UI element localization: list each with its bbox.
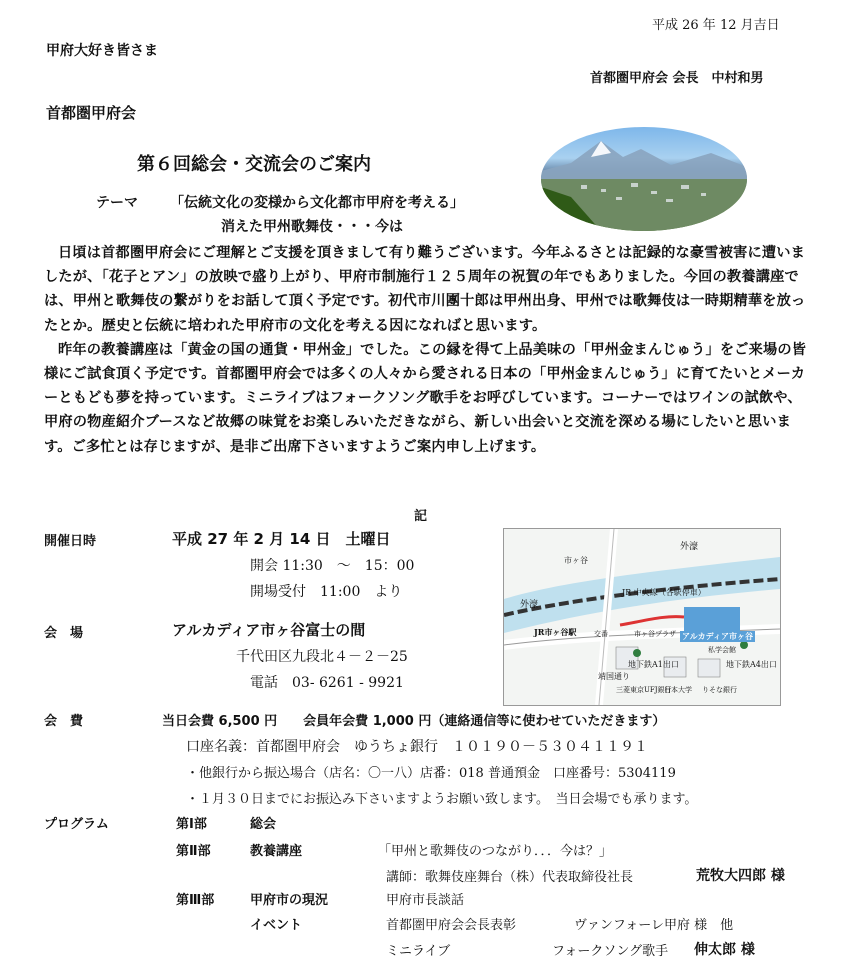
other-bank-info: ・他銀行から振込場合（店名：〇一八）店番：018 普通預金 口座番号：5304119 <box>186 766 676 781</box>
greeting-body <box>44 241 814 459</box>
part3-number: 第Ⅲ部 <box>176 893 215 908</box>
singer-name: 伸太郎 様 <box>694 942 755 958</box>
map-label-bank-1: 三菱東京UFJ銀行 <box>616 686 672 694</box>
theme-subtitle: 消えた甲州歌舞伎・・・今は <box>221 219 403 235</box>
event-label: イベント <box>250 918 303 933</box>
map-label-ichigaya: 市ヶ谷 <box>564 556 588 565</box>
fee-label: 会 費 <box>44 714 84 729</box>
theme-label: テーマ <box>96 195 138 211</box>
program-label: プログラム <box>44 817 109 832</box>
speaker-title: 講師：歌舞伎座舞台（株）代表取締役社長 <box>386 870 634 885</box>
map-label-arcadia: アルカディア市ヶ谷 <box>682 631 754 641</box>
theme-text: 「伝統文化の変様から文化都市甲府を考える」 <box>170 195 464 211</box>
map-label-outer-moat-2: 外濠 <box>520 600 539 610</box>
addressee: 甲府大好き皆さま <box>46 43 158 59</box>
page-title: 第６回総会・交流会のご案内 <box>137 154 371 175</box>
payment-deadline: ・１月３０日までにお振込み下さいますようお願い致します。 当日会場でも承ります。 <box>186 792 698 807</box>
venue-address: 千代田区九段北４－２－25 <box>236 649 408 665</box>
venue-map <box>503 528 781 706</box>
fee-line: 当日会費 6,500 円 会員年会費 1,000 円（連絡通信等に使わせていただきます） <box>162 714 666 729</box>
map-label-kouban: 交番 <box>594 630 608 638</box>
map-label-bank-3: りそな銀行 <box>702 686 737 694</box>
document-date: 平成 26 年 12 月吉日 <box>652 18 780 33</box>
date-label: 開催日時 <box>44 534 97 549</box>
body-paragraph-2: 昨年の教養講座は「黄金の国の通貨・甲州金」でした。この縁を得て上品美味の「甲州金まんじゅう」をご来場の皆様にご試食頂く予定です。首都圏甲府会では多くの人々から愛される日本の「甲州金まんじゅう」に育てたいとメーカーともども夢を持っています。ミニライブはフォークソング歌手をお呼びしています。コーナーではワインの試飲や、甲府の物産紹介ブースなど故郷の味覚をお楽しみいただきながら、新しい出会いと交流を深める場にしたいと思います。ご多忙とは存じますが、是非ご出席下さいますようご案内申し上げます。 <box>44 341 807 455</box>
walking-route <box>620 617 684 625</box>
sender: 首都圏甲府会 会長 中村和男 <box>590 71 764 86</box>
award-recipient: ヴァンフォーレ甲府 様 他 <box>574 918 734 933</box>
map-label-plaza: 市ヶ谷プラザ <box>634 630 676 638</box>
body-paragraph-1: 日頃は首都圏甲府会にご理解とご支援を頂きまして有り難うございます。今年ふるさとは記録的な豪雪被害に遭いましたが、「花子とアン」の放映で盛り上がり、甲府市制施行１２５周年の祝賀の年でもありました。今回の教養講座では、甲州と歌舞伎の繋がりをお話して頂く予定です。初代市川團十郎は甲州出身、甲州では歌舞伎は一時期精華を放ったとか。歴史と伝統に培われた甲府市の文化を考える因になればと思います。 <box>44 245 806 334</box>
map-label-a1-exit: 地下鉄A1出口 <box>628 660 679 669</box>
mayor-talk: 甲府市長談話 <box>386 893 465 908</box>
kofu-landscape-photo <box>541 127 747 231</box>
venue-label: 会 場 <box>44 626 84 641</box>
venue-tel: 電話 03- 6261 - 9921 <box>250 675 404 691</box>
map-label-outer-moat: 外濠 <box>680 542 699 552</box>
award-item: 首都圏甲府会会長表彰 <box>386 918 517 933</box>
map-label-a4-exit: 地下鉄A4出口 <box>726 660 777 669</box>
event-date: 平成 27 年 2 月 14 日 土曜日 <box>172 530 391 548</box>
part2-number: 第Ⅱ部 <box>176 844 211 859</box>
account-info: 口座名義：首都圏甲府会 ゆうちょ銀行 １０１９０－５３０４１１９１ <box>186 739 648 755</box>
mini-live: ミニライブ <box>386 944 451 959</box>
ki-heading: 記 <box>414 509 428 524</box>
speaker-name: 荒牧大四郎 様 <box>696 868 785 884</box>
arcadia-building <box>684 607 740 631</box>
map-label-jr-ichigaya: JR市ヶ谷駅 <box>534 627 577 637</box>
map-label-bank-2: 日本大学 <box>664 686 692 694</box>
reception-time: 開場受付 11:00 より <box>250 584 403 600</box>
part1-name: 総会 <box>250 817 277 832</box>
part1-number: 第Ⅰ部 <box>176 817 207 832</box>
map-label-yasukuni: 靖国通り <box>598 672 630 681</box>
organization-name: 首都圏甲府会 <box>46 104 137 122</box>
map-label-arcadia-sub: 私学会館 <box>708 646 736 654</box>
venue-name: アルカディア市ヶ谷富士の間 <box>172 621 366 639</box>
part2-name: 教養講座 <box>250 844 303 859</box>
singer-title: フォークソング歌手 <box>552 944 669 959</box>
open-time: 開会 11:30 ～ 15：00 <box>250 558 415 574</box>
lecture-title: 「甲州と歌舞伎のつながり．．．今は？」 <box>378 844 613 859</box>
map-label-chuo-line: JR 中央線（各駅停車） <box>622 588 706 597</box>
part3-name: 甲府市の現況 <box>250 893 329 908</box>
